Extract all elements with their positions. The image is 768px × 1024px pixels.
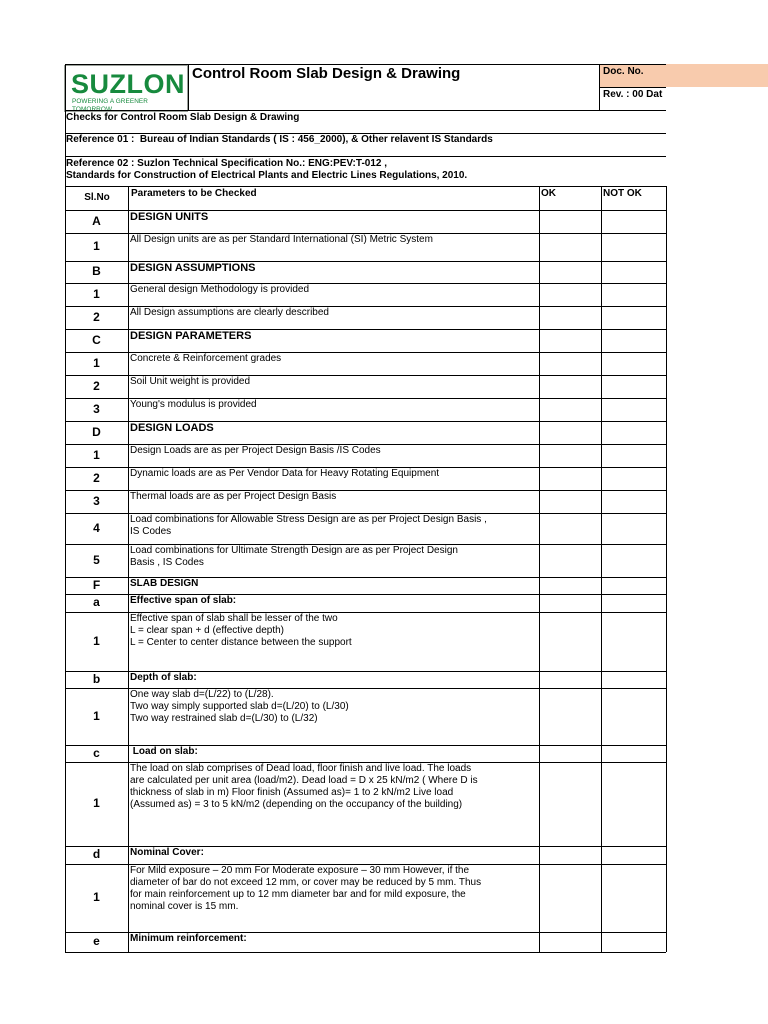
row-parameter-text: Soil Unit weight is provided (130, 376, 251, 387)
row-bottom-line (65, 233, 666, 234)
not-ok-cell[interactable] (602, 307, 665, 328)
row-sl-no: d (92, 847, 101, 861)
ok-cell[interactable] (540, 595, 600, 611)
row-bottom-line (65, 846, 666, 847)
ok-cell[interactable] (540, 545, 600, 576)
reference2-bottom-line (65, 186, 666, 187)
not-ok-cell[interactable] (602, 746, 665, 761)
row-bottom-line (65, 513, 666, 514)
row-parameter-text: Concrete & Reinforcement grades (130, 353, 282, 364)
row-bottom-line (65, 932, 666, 933)
suzlon-logo (64, 65, 188, 112)
col-left (65, 186, 66, 952)
not-ok-cell[interactable] (602, 445, 665, 466)
not-ok-cell[interactable] (602, 578, 665, 593)
row-bottom-line (65, 612, 666, 613)
ok-cell[interactable] (540, 763, 600, 845)
col-ok-divider (601, 186, 602, 952)
row-bottom-line (65, 864, 666, 865)
left-border-top (65, 64, 66, 186)
row-bottom-line (65, 577, 666, 578)
not-ok-cell[interactable] (602, 545, 665, 576)
document-title: Control Room Slab Design & Drawing (192, 65, 461, 82)
logo-divider (188, 64, 189, 110)
row-parameter-text: DESIGN ASSUMPTIONS (130, 262, 256, 274)
ok-cell[interactable] (540, 491, 600, 512)
row-bottom-line (65, 671, 666, 672)
row-parameter-text: General design Methodology is provided (130, 284, 309, 295)
ok-cell[interactable] (540, 847, 600, 863)
ok-cell[interactable] (540, 468, 600, 489)
header-ok: OK (541, 188, 556, 199)
header-row-bottom (65, 210, 666, 211)
not-ok-cell[interactable] (602, 376, 665, 397)
ok-cell[interactable] (540, 307, 600, 328)
ok-cell[interactable] (540, 672, 600, 687)
row-sl-no: 1 (93, 708, 100, 723)
row-parameter-text: For Mild exposure – 20 mm For Moderate exposure – 30 mm However, if the diameter of bar do not exceed 12 mm, or cover may be reduced by 5 mm. Thus for main reinforcement up to 12 mm diameter bar and for mild exposure, the nominal cover is 15 mm. (130, 865, 482, 912)
ok-cell[interactable] (540, 211, 600, 232)
reference-01: Reference 01 : Bureau of Indian Standards ( IS : 456_2000), & Other relavent IS Standards (66, 134, 493, 145)
not-ok-cell[interactable] (602, 211, 665, 232)
row-bottom-line (65, 398, 666, 399)
row-bottom-line (65, 375, 666, 376)
ok-cell[interactable] (540, 689, 600, 744)
row-sl-no: 3 (93, 493, 100, 508)
col-sl-divider (128, 186, 129, 952)
row-sl-no: 2 (93, 309, 100, 324)
row-parameter-text: Effective span of slab shall be lesser of the two L = clear span + d (effective depth) L = Center to center distance between the support (130, 613, 352, 648)
row-sl-no: 1 (93, 239, 100, 253)
row-parameter-text: Effective span of slab: (130, 595, 237, 606)
ok-cell[interactable] (540, 399, 600, 420)
row-parameter-text: Load on slab: (130, 746, 198, 757)
not-ok-cell[interactable] (602, 689, 665, 744)
not-ok-cell[interactable] (602, 284, 665, 305)
row-bottom-line (65, 490, 666, 491)
row-sl-no: 4 (93, 520, 100, 535)
not-ok-cell[interactable] (602, 422, 665, 443)
row-parameter-text: One way slab d=(L/22) to (L/28). Two way simply supported slab d=(L/20) to (L/30) Two way restrained slab d=(L/30) to (L/32) (130, 689, 349, 724)
row-parameter-text: DESIGN PARAMETERS (130, 330, 252, 342)
ok-cell[interactable] (540, 330, 600, 351)
row-sl-no: C (92, 332, 101, 347)
row-parameter-text: Design Loads are as per Project Design Basis /IS Codes (130, 445, 381, 456)
doc-divider-v (599, 64, 600, 110)
row-sl-no: a (93, 595, 100, 609)
reference1-bottom-line (65, 156, 666, 157)
row-parameter-text: The load on slab comprises of Dead load, floor finish and live load. The loads are calculated per unit area (load/m2). Dead load = D x 25 kN/m2 ( Where D is thickness of slab in m) Floor finish (Assumed as)= 1 to 2 kN/m2 Live load (Assumed as) = 3 to 5 kN/m2 (depending on the occupancy of the building) (130, 763, 478, 810)
row-sl-no: B (92, 264, 101, 278)
row-bottom-line (65, 745, 666, 746)
row-bottom-line (65, 329, 666, 330)
not-ok-cell[interactable] (602, 262, 665, 282)
not-ok-cell[interactable] (602, 330, 665, 351)
not-ok-cell[interactable] (602, 234, 665, 260)
row-bottom-line (65, 444, 666, 445)
row-bottom-line (65, 544, 666, 545)
not-ok-cell[interactable] (602, 399, 665, 420)
row-sl-no: 2 (93, 378, 100, 393)
row-parameter-text: SLAB DESIGN (130, 578, 199, 589)
ok-cell[interactable] (540, 284, 600, 305)
row-bottom-line (65, 467, 666, 468)
row-bottom-line (65, 261, 666, 262)
row-parameter-text: DESIGN UNITS (130, 211, 209, 223)
reference-02-line2: Standards for Construction of Electrical Plants and Electric Lines Regulations, 2010. (66, 170, 468, 181)
row-sl-no: 1 (93, 633, 100, 648)
row-sl-no: c (93, 745, 100, 760)
ok-cell[interactable] (540, 865, 600, 931)
row-bottom-line (65, 421, 666, 422)
doc-divider (599, 87, 666, 88)
row-parameter-text: Load combinations for Allowable Stress Design are as per Project Design Basis , IS Codes (130, 514, 487, 537)
ok-cell[interactable] (540, 514, 600, 543)
header-bottom-line (65, 110, 666, 111)
ok-cell[interactable] (540, 445, 600, 466)
top-border (65, 64, 666, 65)
row-sl-no: A (92, 213, 101, 228)
row-sl-no: e (93, 934, 100, 948)
row-sl-no: 1 (93, 355, 100, 370)
ok-cell[interactable] (540, 613, 600, 670)
row-sl-no: 3 (93, 401, 100, 416)
ok-cell[interactable] (540, 234, 600, 260)
row-bottom-line (65, 762, 666, 763)
ok-cell[interactable] (540, 933, 600, 951)
row-sl-no: 1 (93, 890, 100, 904)
row-parameter-text: DESIGN LOADS (130, 422, 214, 434)
row-sl-no: 1 (93, 796, 100, 810)
ok-cell[interactable] (540, 746, 600, 761)
row-parameter-text: Nominal Cover: (130, 847, 204, 858)
not-ok-cell[interactable] (602, 763, 665, 845)
row-sl-no: 1 (93, 286, 100, 301)
row-bottom-line (65, 283, 666, 284)
not-ok-cell[interactable] (602, 595, 665, 611)
ok-cell[interactable] (540, 578, 600, 593)
col-param-divider (539, 186, 540, 952)
row-bottom-line (65, 688, 666, 689)
ok-cell[interactable] (540, 376, 600, 397)
checks-bottom-line (65, 133, 666, 134)
row-sl-no: 2 (93, 470, 100, 485)
row-sl-no: b (92, 671, 101, 686)
rev-label: Rev. : 00 Dat (603, 89, 663, 100)
row-sl-no: F (92, 577, 101, 592)
row-bottom-line (65, 952, 666, 953)
ok-cell[interactable] (540, 262, 600, 282)
checks-line: Checks for Control Room Slab Design & Drawing (66, 112, 300, 123)
row-bottom-line (65, 594, 666, 595)
row-parameter-text: Dynamic loads are as Per Vendor Data for Heavy Rotating Equipment (130, 468, 440, 479)
ok-cell[interactable] (540, 422, 600, 443)
not-ok-cell[interactable] (602, 468, 665, 489)
row-bottom-line (65, 306, 666, 307)
header-sl-no: Sl.No (84, 192, 110, 203)
not-ok-cell[interactable] (602, 847, 665, 863)
doc-no-label: Doc. No. (603, 66, 644, 77)
not-ok-cell[interactable] (602, 613, 665, 670)
not-ok-cell[interactable] (602, 865, 665, 931)
not-ok-cell[interactable] (602, 514, 665, 543)
row-parameter-text: All Design units are as per Standard International (SI) Metric System (130, 234, 433, 245)
logo-wordmark: SUZLON (71, 69, 185, 99)
logo-tagline: POWERING A GREENER TOMORROW (72, 98, 149, 113)
row-parameter-text: Minimum reinforcement: (130, 933, 247, 944)
reference-02-line1: Reference 02 : Suzlon Technical Specification No.: ENG:PEV:T-012 , (66, 158, 388, 169)
not-ok-cell[interactable] (602, 672, 665, 687)
row-parameter-text: Load combinations for Ultimate Strength Design are as per Project Design Basis , IS Codes (130, 545, 458, 568)
row-sl-no: 5 (93, 552, 100, 567)
row-parameter-text: All Design assumptions are clearly described (130, 307, 329, 318)
row-parameter-text: Young's modulus is provided (130, 399, 257, 410)
row-parameter-text: Thermal loads are as per Project Design Basis (130, 491, 337, 502)
col-right (666, 186, 667, 952)
header-not-ok: NOT OK (603, 188, 642, 199)
row-sl-no: D (92, 424, 101, 439)
ok-cell[interactable] (540, 353, 600, 374)
not-ok-cell[interactable] (602, 933, 665, 951)
row-parameter-text: Depth of slab: (130, 672, 197, 683)
not-ok-cell[interactable] (602, 491, 665, 512)
row-bottom-line (65, 352, 666, 353)
not-ok-cell[interactable] (602, 353, 665, 374)
header-parameters: Parameters to be Checked (131, 188, 257, 199)
row-sl-no: 1 (93, 447, 100, 462)
